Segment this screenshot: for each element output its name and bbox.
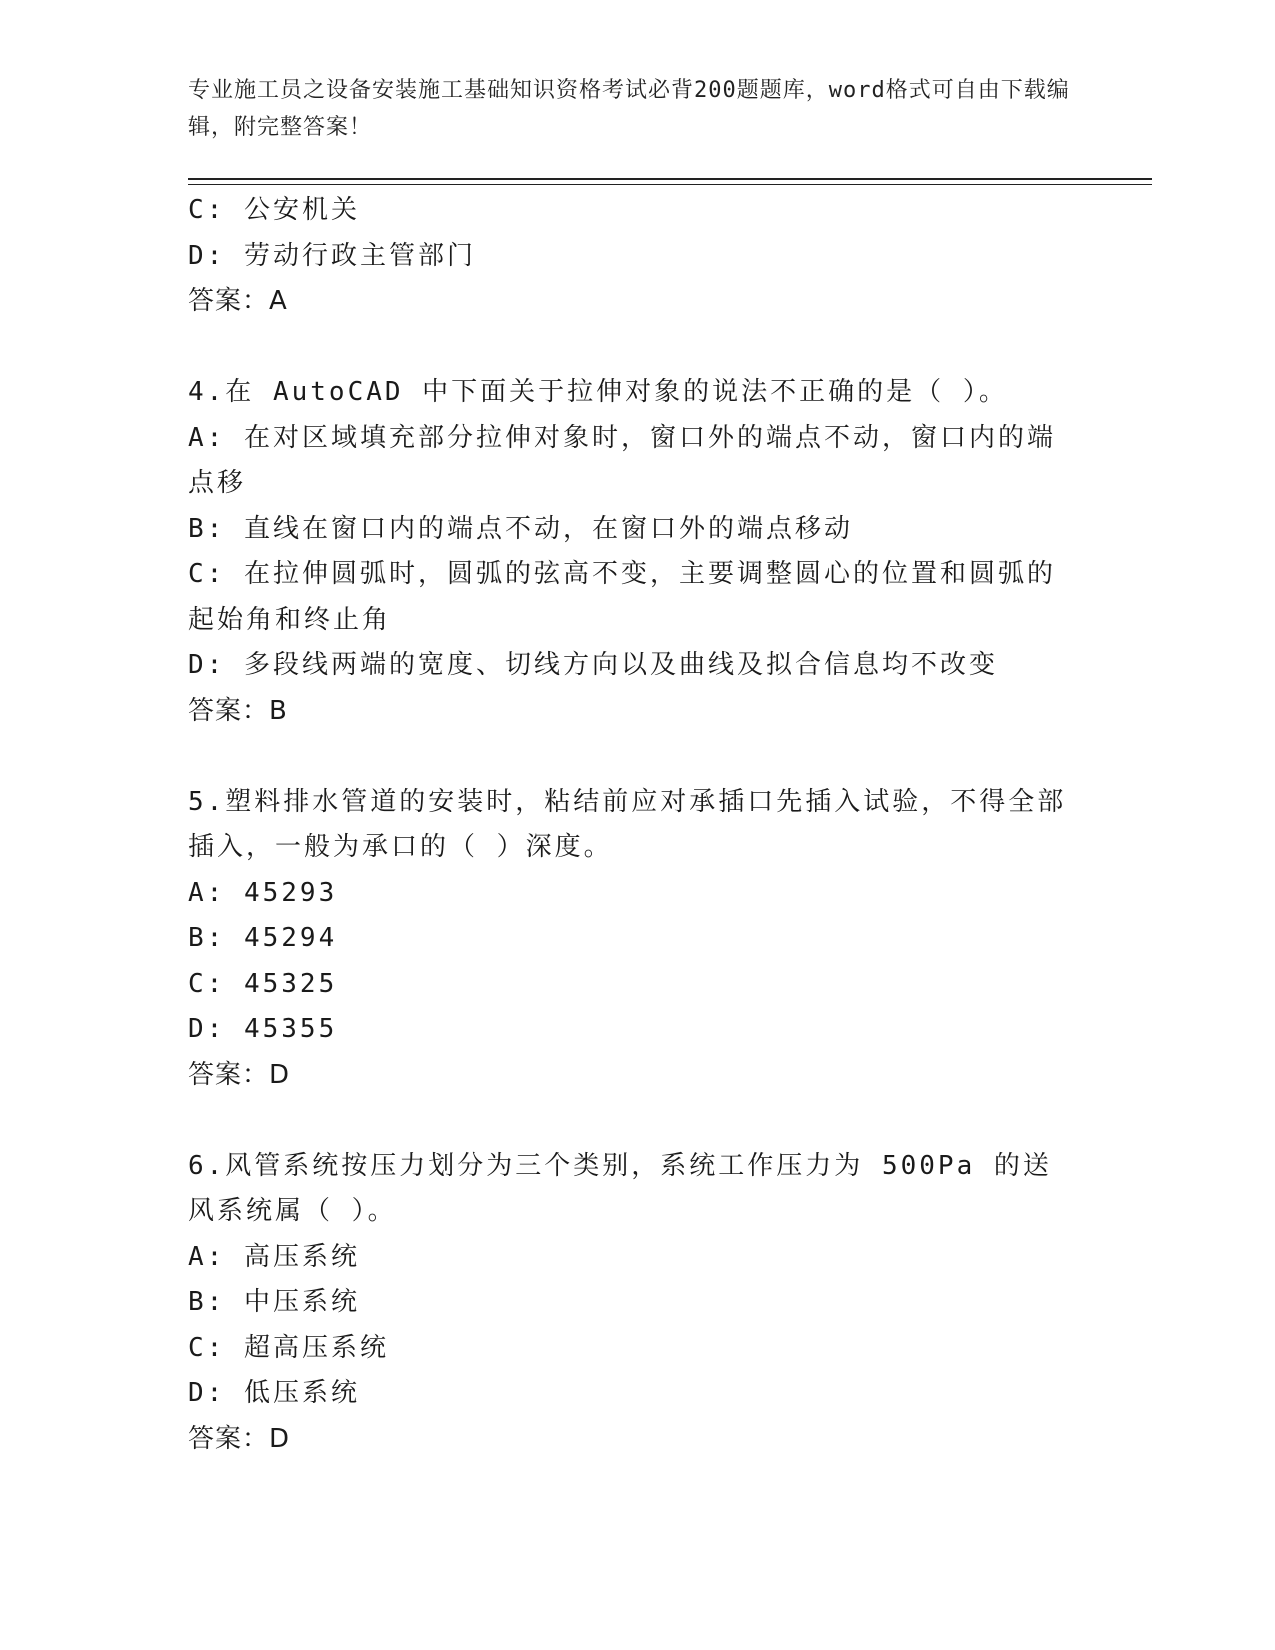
option-d: D: 劳动行政主管部门: [188, 240, 476, 271]
question-list: [188, 188, 1068, 1462]
question-block-q4: [188, 370, 1068, 734]
option-c: C: 45325: [188, 968, 338, 999]
block-spacer: [188, 1098, 1068, 1144]
option-a: A: 45293: [188, 877, 338, 908]
answer-line: 答案：D: [188, 1423, 291, 1454]
option-b: B: 中压系统: [188, 1287, 360, 1317]
answer-line: 答案：A: [188, 286, 288, 316]
option-b: B: 直线在窗口内的端点不动，在窗口外的端点移动: [188, 513, 853, 544]
question-text: 4.在 AutoCAD 中下面关于拉伸对象的说法不正确的是（ ）。: [188, 377, 1008, 407]
option-b: B: 45294: [188, 923, 338, 953]
question-text: 6.风管系统按压力划分为三个类别，系统工作压力为 500Pa 的送风系统属（ ）。: [188, 1150, 1052, 1226]
question-text: 5.塑料排水管道的安装时，粘结前应对承插口先插入试验，不得全部插入，一般为承口的（ ）深度。: [188, 786, 1067, 862]
question-block-q5: [188, 780, 1068, 1099]
answer-line: 答案：B: [188, 695, 288, 726]
document-header: 专业施工员之设备安装施工基础知识资格考试必背200题题库，word格式可自由下载编辑，附完整答案！: [188, 78, 1070, 140]
header-rule-thin: [188, 184, 1152, 185]
option-d: D: 低压系统: [188, 1378, 360, 1408]
option-c: C: 公安机关: [188, 195, 360, 225]
option-c: C: 在拉伸圆弧时，圆弧的弦高不变，主要调整圆心的位置和圆弧的起始角和终止角: [188, 559, 1056, 635]
question-block-q3: [188, 188, 1068, 325]
block-spacer: [188, 734, 1068, 780]
block-spacer: [188, 325, 1068, 371]
option-a: A: 高压系统: [188, 1241, 360, 1272]
answer-line: 答案：D: [188, 1059, 291, 1090]
header-rule-thick: [188, 178, 1152, 180]
option-c: C: 超高压系统: [188, 1332, 389, 1363]
option-d: D: 45355: [188, 1014, 338, 1044]
option-a: A: 在对区域填充部分拉伸对象时，窗口外的端点不动，窗口内的端点移: [188, 422, 1056, 498]
option-d: D: 多段线两端的宽度、切线方向以及曲线及拟合信息均不改变: [188, 650, 998, 680]
question-block-q6: [188, 1144, 1068, 1463]
